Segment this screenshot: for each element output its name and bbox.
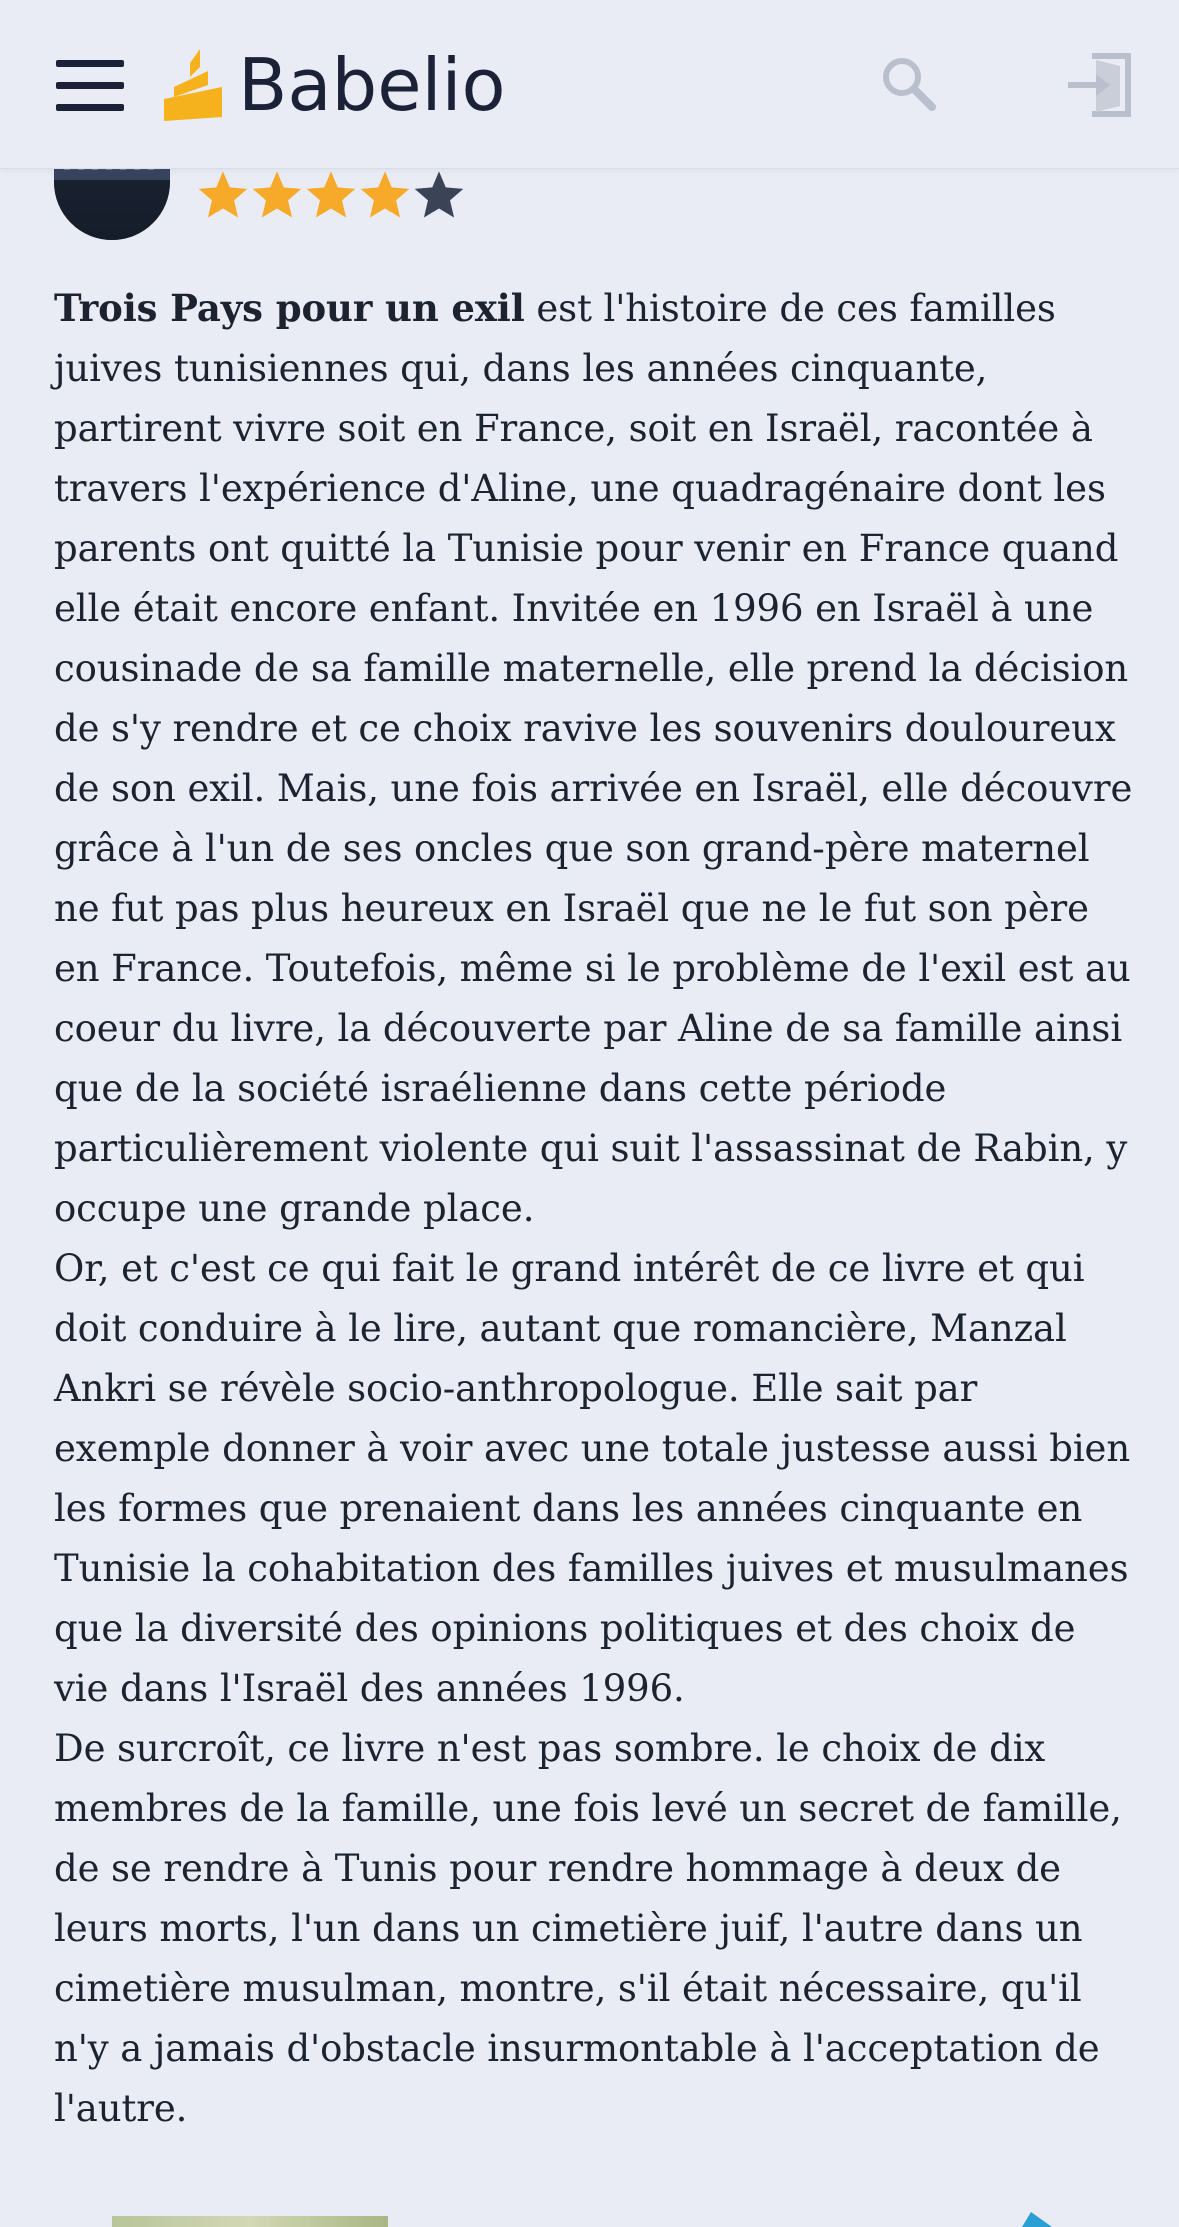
app-header: [0, 0, 1179, 169]
star-filled-icon: [250, 168, 304, 222]
review-text: [54, 278, 1134, 2139]
babelio-logo[interactable]: [160, 40, 506, 130]
login-icon[interactable]: [1066, 52, 1132, 118]
scroll-up-icon[interactable]: [1022, 2212, 1052, 2227]
star-filled-icon: [358, 168, 412, 222]
rating-stars: [196, 168, 466, 232]
search-icon[interactable]: [880, 55, 938, 113]
book-cover-thumbnail[interactable]: [112, 2216, 388, 2227]
brand-name: Babelio: [238, 43, 506, 127]
review-paragraph-1: [54, 278, 1134, 1239]
review-paragraph-3: De surcroît, ce livre n'est pas sombre. le choix de dix membres de la famille, une fois levé un secret de famille, de se rendre à Tunis pour rendre hommage à deux de leurs morts, l'un dans un cimetière juif, l'autre dans un cimetière musulman, montre, s'il était nécessaire, qu'il n'y a jamais d'obstacle insurmontable à l'acceptation de l'autre.: [54, 1727, 1122, 2130]
star-filled-icon: [304, 168, 358, 222]
star-filled-icon: [196, 168, 250, 222]
hamburger-menu-icon[interactable]: [56, 58, 124, 114]
review-paragraph-1-text: est l'histoire de ces familles juives tunisiennes qui, dans les années cinquante, partirent vivre soit en France, soit en Israël, racontée à travers l'expérience d'Aline, une quadragénaire dont les parents ont quitté la Tunisie pour venir en France quand elle était encore enfant. Invitée en 1996 en Israël à une cousinade de sa famille maternelle, elle prend la décision de s'y rendre et ce choix ravive les souvenirs douloureux de son exil. Mais, une fois arrivée en Israël, elle découvre grâce à l'un de ses oncles que son grand-père maternel ne fut pas plus heureux en Israël que ne le fut son père en France. Toutefois, même si le problème de l'exil est au coeur du livre, la découverte par Aline de sa famille ainsi que de la société israélienne dans cette période particulièrement violente qui suit l'assassinat de Rabin, y occupe une grande place.: [54, 287, 1133, 1230]
review-paragraph-2: Or, et c'est ce qui fait le grand intérêt de ce livre et qui doit conduire à le lire, autant que romancière, Manzal Ankri se révèle socio-anthropologue. Elle sait par exemple donner à voir avec une totale justesse aussi bien les formes que prenaient dans les années cinquante en Tunisie la cohabitation des familles juives et musulmanes que la diversité des opinions politiques et des choix de vie dans l'Israël des années 1996.: [54, 1247, 1131, 1710]
book-title[interactable]: Trois Pays pour un exil: [54, 286, 525, 330]
star-empty-icon: [412, 168, 466, 222]
babelio-book-icon: [160, 47, 226, 123]
